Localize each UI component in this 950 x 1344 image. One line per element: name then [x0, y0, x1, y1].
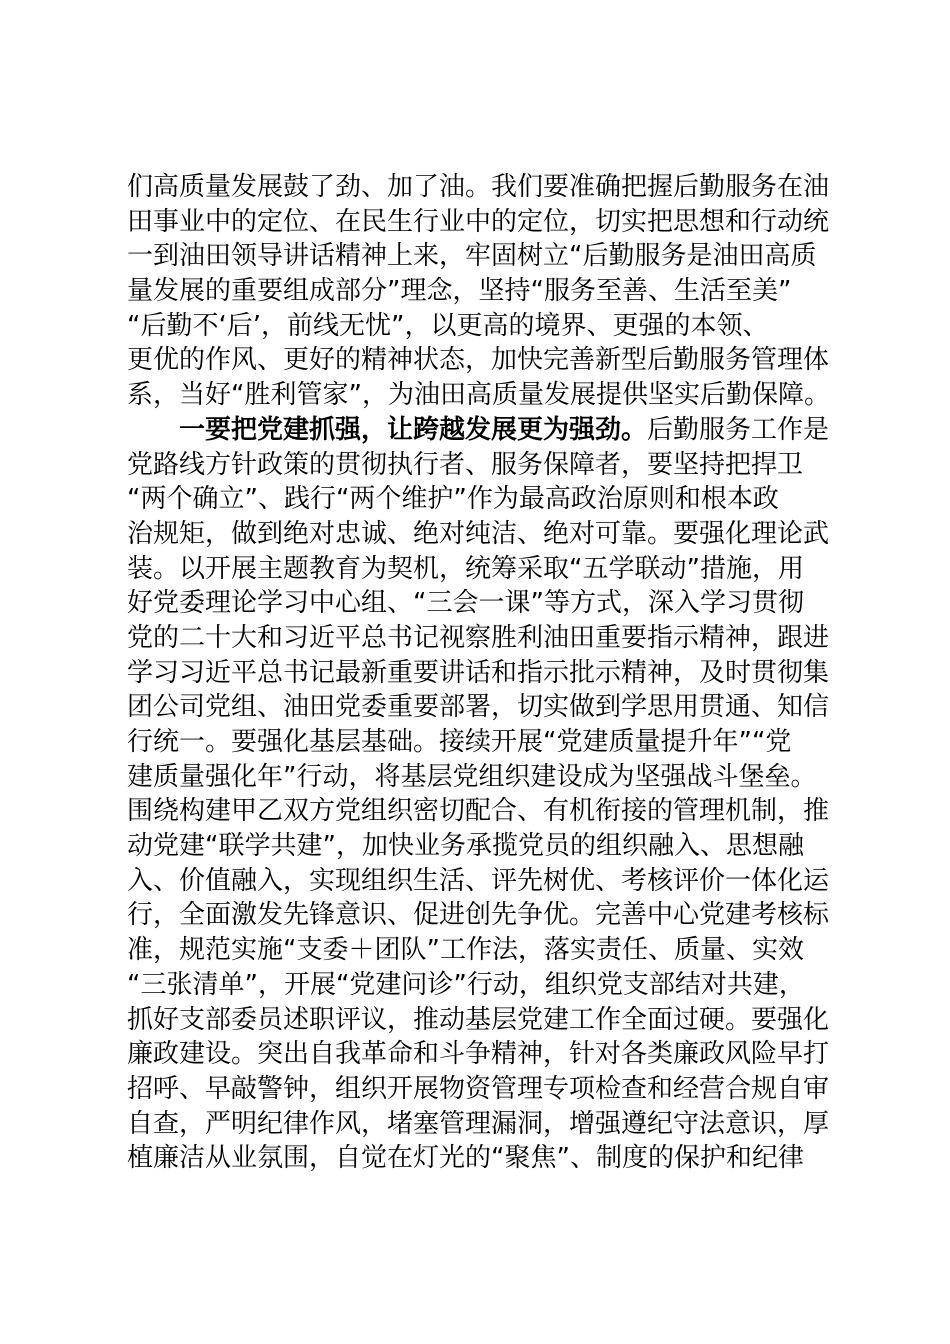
text-fragment: 后勤服务工作是: [647, 414, 830, 445]
text-line: 行，全面激发先锋意识、促进创先争优。完善中心党建考核标: [127, 900, 830, 931]
body-text: [127, 170, 837, 1176]
text-line: 行统一。要强化基层基础。接续开展“党建质量提升年”“党: [127, 727, 792, 757]
text-line: “三张清单”，开展“党建问诊”行动，组织党支部结对共建，: [127, 969, 805, 1000]
text-line: 围绕构建甲乙双方党组织密切配合、有机衔接的管理机制，推: [127, 796, 830, 827]
text-line: 们高质量发展鼓了劲、加了油。我们要准确把握后勤服务在油: [127, 172, 830, 202]
text-line: 装。以开展主题教育为契机，统筹采取“五学联动”措施，用: [127, 553, 804, 584]
text-line: 一到油田领导讲话精神上来，牢固树立“后勤服务是油田高质: [127, 241, 817, 272]
text-line: 田事业中的定位、在民生行业中的定位，切实把思想和行动统: [127, 206, 830, 237]
text-line: 党的二十大和习近平总书记视察胜利油田重要指示精神，跟进: [127, 622, 830, 653]
text-line: 动党建“联学共建”，加快业务承揽党员的组织融入、思想融: [127, 831, 804, 862]
text-line: 廉政建设。突出自我革命和斗争精神，针对各类廉政风险早打: [127, 1039, 830, 1070]
text-line: 招呼、早敲警钟，组织开展物资管理专项检查和经营合规自审: [127, 1073, 830, 1104]
paragraph-heading-line: [127, 413, 837, 448]
text-line: 系，当好“胜利管家”，为油田高质量发展提供坚实后勤保障。: [127, 380, 830, 411]
text-line: 准，规范实施“支委＋团队”工作法，落实责任、质量、实效: [127, 935, 804, 966]
text-line: 团公司党组、油田党委重要部署，切实做到学思用贯通、知信: [127, 692, 830, 723]
text-line: 更优的作风、更好的精神状态，加快完善新型后勤服务管理体: [127, 345, 830, 376]
text-line: 党路线方针政策的贯彻执行者、服务保障者，要坚持把捍卫: [127, 449, 804, 480]
text-line: 植廉洁从业氛围，自觉在灯光的“聚焦”、制度的保护和纪律: [127, 1143, 804, 1174]
text-line: “后勤不‘后’，前线无忧”，以更高的境界、更强的本领、: [127, 310, 769, 341]
text-line: 量发展的重要组成部分”理念，坚持“服务至善、生活至美”: [127, 276, 792, 307]
paragraph-heading: 一要把党建抓强，让跨越发展更为强劲。: [179, 414, 648, 445]
text-line: 自查，严明纪律作风，堵塞管理漏洞，增强遵纪守法意识，厚: [127, 1108, 830, 1139]
text-line: “两个确立”、践行“两个维护”作为最高政治原则和根本政: [127, 484, 779, 515]
text-line: 入、价值融入，实现组织生活、评先树优、考核评价一体化运: [127, 865, 830, 896]
text-line: 学习习近平总书记最新重要讲话和指示批示精神，及时贯彻集: [127, 657, 830, 688]
text-line: 好党委理论学习中心组、“三会一课”等方式，深入学习贯彻: [127, 588, 804, 619]
text-line: 建质量强化年”行动，将基层党组织建设成为坚强战斗堡垒。: [127, 761, 817, 792]
text-line: 治规矩，做到绝对忠诚、绝对纯洁、绝对可靠。要强化理论武: [127, 518, 830, 549]
text-line: 抓好支部委员述职评议，推动基层党建工作全面过硬。要强化: [127, 1004, 830, 1035]
